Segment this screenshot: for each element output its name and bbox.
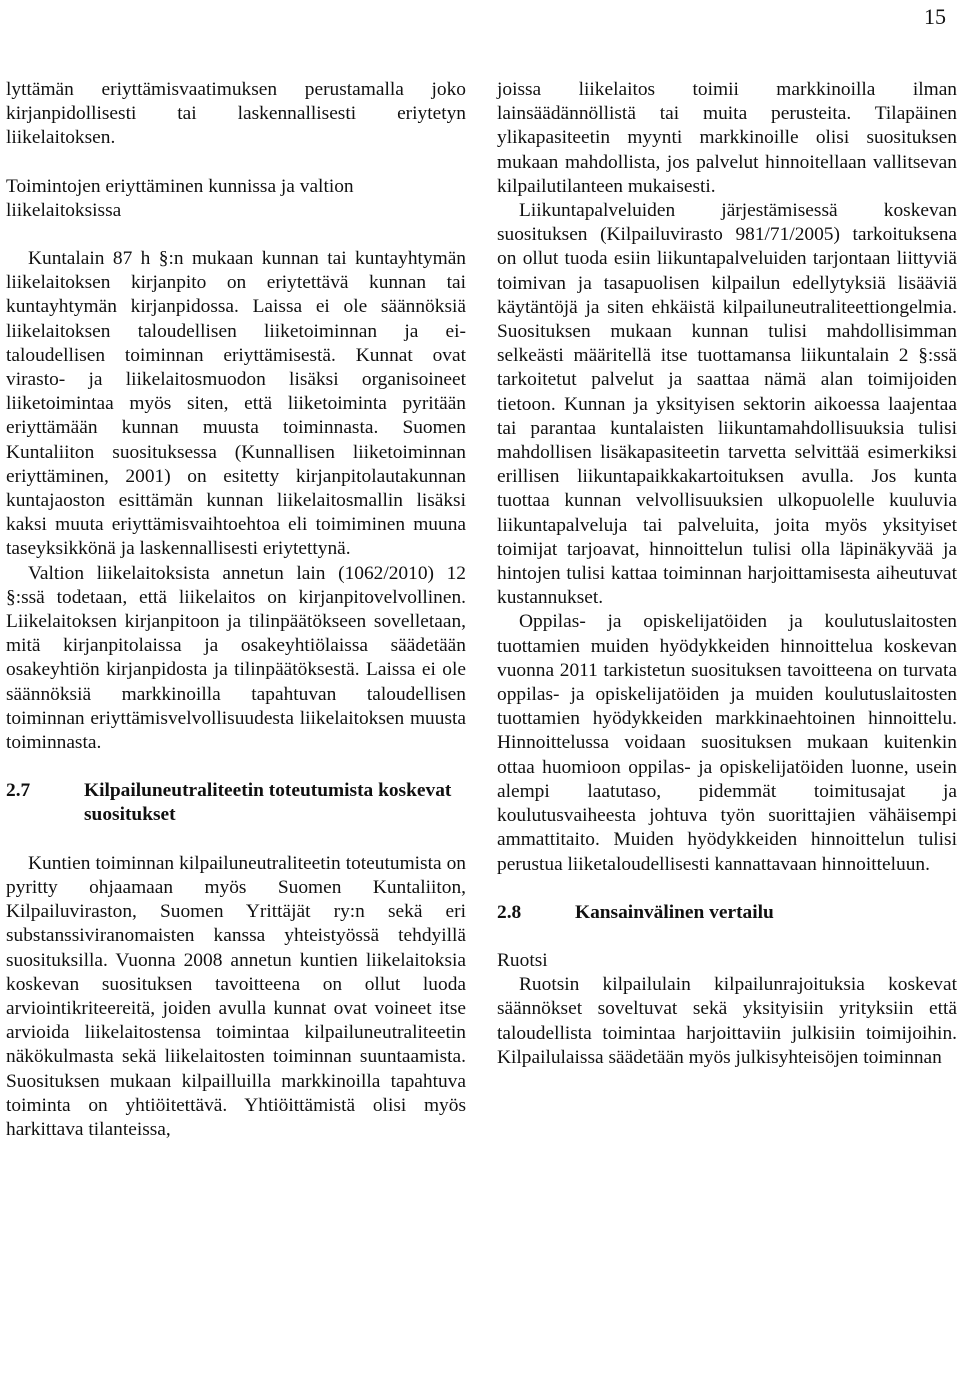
paragraph: Liikuntapalveluiden järjestämisessä koskevan suosituksen (Kilpailuvirasto 981/71/2005) tarkoituksena on ollut tuoda esiin liikuntapalveluiden tarjontaan liittyviä toimivan ja tasapuolisen kilpailun edellytyksiä lisääviä käytäntöjä ja siten ehkäistä kilpailuneutraliteettiongelmia. Suosituksen mukaan kunnan tulisi mahdollisimman selkeästi määritellä itse tuottamansa liikuntalain 2 §:ssä tarkoitetut palvelut ja saattaa nämä alan toimijoiden tietoon. Kunnan ja yksityisen sektorin aikoessa laajentaa tai parantaa kuntalaisten liikuntamahdollisuuksia tulisi mahdollisen lisäkapasiteetin tarvetta selvittää esimerkiksi erillisen liikuntapaikkakartoituksen avulla. Jos kunta tuottaa kunnan velvollisuuksien ulkopuolelle kuuluvia liikuntapalveluja tai palveluita, joita myös yksityiset toimijat tarjoavat, hinnoittelun tulisi olla läpinäkyvää ja hintojen tulisi kattaa toiminnan harjoittamisesta aiheutuvat kustannukset. xyxy=(497,200,957,609)
subheading: Toimintojen eriyttäminen kunnissa ja valtion liikelaitoksissa xyxy=(6,175,354,221)
subheading: Ruotsi xyxy=(497,949,548,971)
section-number: 2.7 xyxy=(6,780,31,802)
left-column xyxy=(6,78,466,1142)
section-title: Kilpailuneutraliteetin toteutumista koskevat suositukset xyxy=(84,780,452,826)
right-column xyxy=(497,78,957,1070)
paragraph: Kuntalain 87 h §:n mukaan kunnan tai kuntayhtymän liikelaitoksen kirjanpito on eriytettävä kunnan tai kuntayhtymän kirjanpidossa. Laissa ei ole säännöksiä liikelaitoksen taloudellisen liiketoiminnan ja ei-taloudellisen toiminnan eriyttämisestä. Kunnat ovat virasto- ja liikelaitosmuodon lisäksi organisoineet liiketoimintaa myös siten, että liiketoiminta pyritään eriyttämään kunnan muusta toiminnasta. Suomen Kuntaliiton suosituksessa (Kunnallisen liiketoiminnan eriyttäminen, 2001) on esitetty kirjanpitolautakunnan kuntajaoston esittämän kunnan liikelaitosmallin lisäksi kaksi muuta eriyttämisvaihtoehtoa eli toimiminen muuna taseyksikkönä ja laskennallisesti eriytettynä. xyxy=(6,248,466,560)
paragraph: Valtion liikelaitoksista annetun lain (1062/2010) 12 §:ssä todetaan, että liikelaitos on kirjanpitovelvollinen. Liikelaitoksen kirjanpitoon ja tilinpäätökseen sovelletaan, mitä kirjanpitolaissa ja osakeyhtiölaissa säädetään osakeyhtiön kirjanpidosta ja tilinpäätöksestä. Laissa ei ole säännöksiä markkinoilla tapahtuvan taloudellisen toiminnan eriyttämisvelvollisuudesta liikelaitoksen muusta toiminnasta. xyxy=(6,562,466,754)
section-heading xyxy=(6,779,466,827)
section-number: 2.8 xyxy=(497,901,522,923)
paragraph: Ruotsin kilpailulain kilpailunrajoituksia koskevat säännökset soveltuvat sekä yksityisiin yrityksiin että taloudellista toimintaa harjoittaviin julkisiin toimijoihin. Kilpailulaissa säädetään myös julkisyhteisöjen toiminnan xyxy=(497,974,957,1068)
paragraph: lyttämän eriyttämisvaatimuksen perustamalla joko kirjanpidollisesti tai laskennallisesti eriytetyn liikelaitoksen. xyxy=(6,79,466,149)
paragraph: joissa liikelaitos toimii markkinoilla ilman lainsäädännöllistä tai muita perusteita. Tilapäinen ylikapasiteetin myynti markkinoille olisi suosituksen mukaan mahdollista, jos palvelut hinnoitellaan vallitsevan kilpailutilanteen mukaisesti. xyxy=(497,79,957,197)
paragraph: Kuntien toiminnan kilpailuneutraliteetin toteutumista on pyritty ohjaamaan myös Suomen Kuntaliiton, Kilpailuviraston, Suomen Yrittäjät ry:n sekä eri substanssiviranomaisten kanssa yhteistyössä tehdyillä suosituksilla. Vuonna 2008 annetun kuntien liikelaitoksia koskevan suosituksen tavoitteena on ollut luoda arviointikriteereitä, joiden avulla kunnat ovat voineet itse arvioida liikelaitostensa toimintaa kilpailuneutraliteetin näkökulmasta sekä liikelaitosten toiminnan suuntaamista. Suosituksen mukaan kilpailluilla markkinoilla tapahtuva toiminta on yhtiöitettävä. Yhtiöittämistä olisi myös harkittava tilanteissa, xyxy=(6,852,466,1140)
section-heading xyxy=(497,901,957,925)
page-number: 15 xyxy=(924,4,946,29)
paragraph: Oppilas- ja opiskelijatöiden ja koulutuslaitosten tuottamien muiden hyödykkeiden hinnoittelua koskevan vuonna 2011 tarkistetun suosituksen tavoitteena on turvata oppilas- ja opiskelijatöiden ja muiden koulutuslaitosten tuottamien hyödykkeiden markkinaehtoinen hinnoittelu. Hinnoittelussa voidaan suosituksen mukaan kuitenkin ottaa huomioon oppilas- ja opiskelijatöiden luonne, usein alempi laatutaso, pidemmät toimitusajat ja koulutusvaiheesta johtuva työn suorittajien vähäisempi ammattitaito. Muiden hyödykkeiden hinnoittelun tulisi perustua liiketaloudellisesti kannattavaan hinnoitteluun. xyxy=(497,611,957,875)
section-title: Kansainvälinen vertailu xyxy=(575,901,774,923)
